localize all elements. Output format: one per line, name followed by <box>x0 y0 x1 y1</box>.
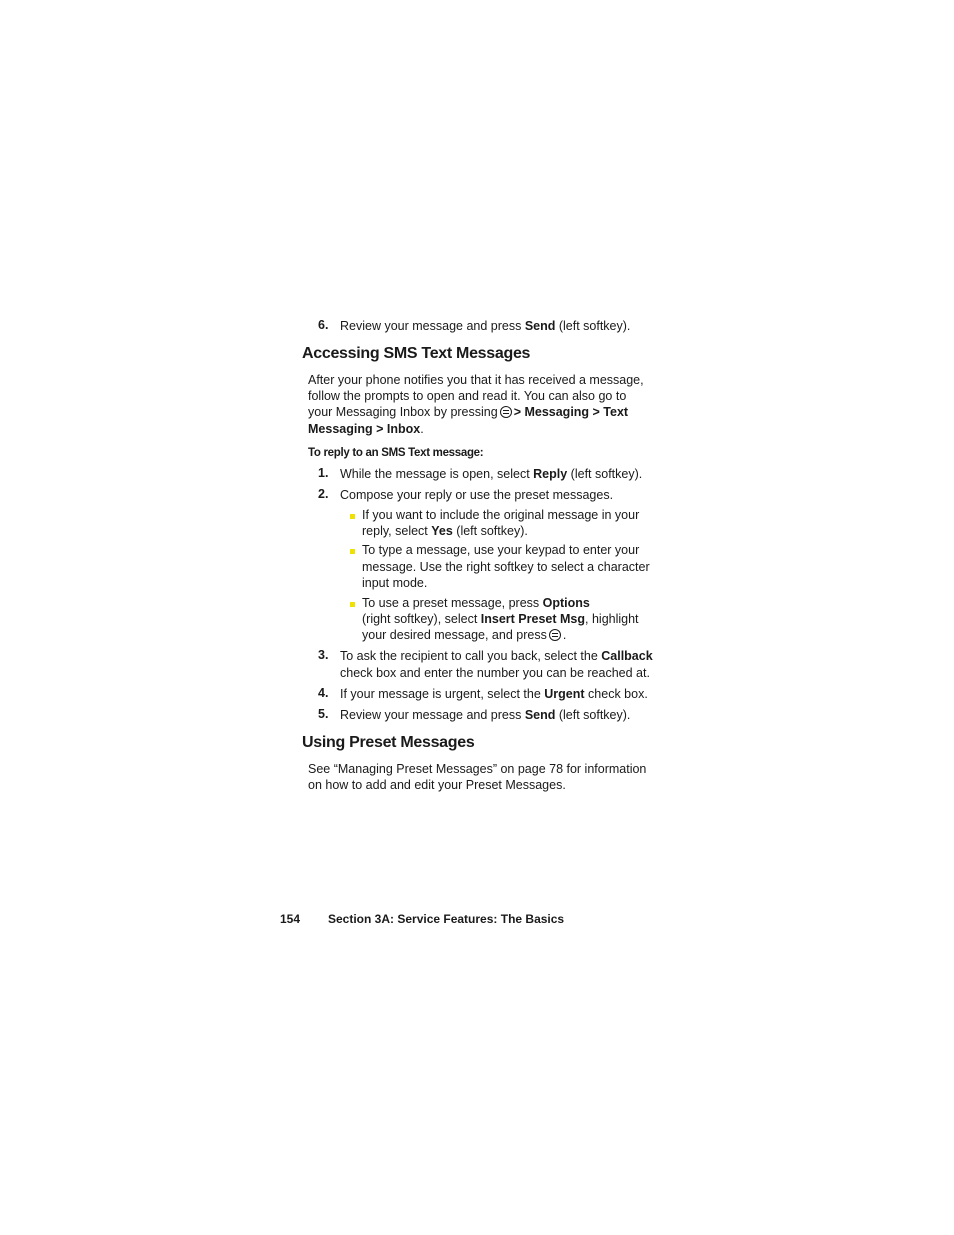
bullet-line: reply, select Yes (left softkey). <box>362 524 528 538</box>
step-number: 1. <box>318 466 329 480</box>
paragraph-line: on how to add and edit your Preset Messages. <box>308 778 566 792</box>
step-text: If your message is urgent, select the Urgent check box. <box>340 687 648 701</box>
bullet-marker <box>350 514 355 519</box>
page-number: 154 <box>280 912 301 926</box>
bullet-marker <box>350 602 355 607</box>
menu-ok-key-icon <box>549 629 561 641</box>
step-text: Review your message and press Send (left softkey). <box>340 319 631 333</box>
step-text: Compose your reply or use the preset messages. <box>340 488 614 502</box>
step-text: To ask the recipient to call you back, select the Callback <box>340 649 653 663</box>
bullet-line: your desired message, and press . <box>362 628 567 642</box>
step-text: Review your message and press Send (left softkey). <box>340 708 631 722</box>
bullet-line: message. Use the right softkey to select a character <box>362 560 650 574</box>
step-number: 2. <box>318 487 329 501</box>
bullet-line: (right softkey), select Insert Preset Msg, highlight <box>362 612 639 626</box>
bullet-marker <box>350 549 355 554</box>
paragraph-line: See “Managing Preset Messages” on page 78 for information <box>308 762 647 776</box>
step-number: 5. <box>318 707 329 721</box>
bullet-line: input mode. <box>362 576 428 590</box>
paragraph-line: Messaging > Inbox. <box>308 422 424 436</box>
step-number: 4. <box>318 686 329 700</box>
paragraph-line: your Messaging Inbox by pressing > Messaging > Text <box>308 405 629 419</box>
bullet-line: To use a preset message, press Options <box>362 596 590 610</box>
step-text: While the message is open, select Reply (left softkey). <box>340 467 643 481</box>
section-heading-preset: Using Preset Messages <box>302 734 475 751</box>
section-heading-accessing: Accessing SMS Text Messages <box>302 345 531 362</box>
procedure-subheading: To reply to an SMS Text message: <box>308 447 484 459</box>
paragraph-line: follow the prompts to open and read it. You can also go to <box>308 389 627 403</box>
step-number: 3. <box>318 648 329 662</box>
paragraph-line: After your phone notifies you that it has received a message, <box>308 373 644 387</box>
step-number: 6. <box>318 318 329 332</box>
bullet-line: If you want to include the original message in your <box>362 508 640 522</box>
section-footer-title: Section 3A: Service Features: The Basics <box>328 912 565 926</box>
menu-ok-key-icon <box>500 406 512 418</box>
step-text: check box and enter the number you can be reached at. <box>340 666 650 680</box>
bullet-line: To type a message, use your keypad to enter your <box>362 543 640 557</box>
